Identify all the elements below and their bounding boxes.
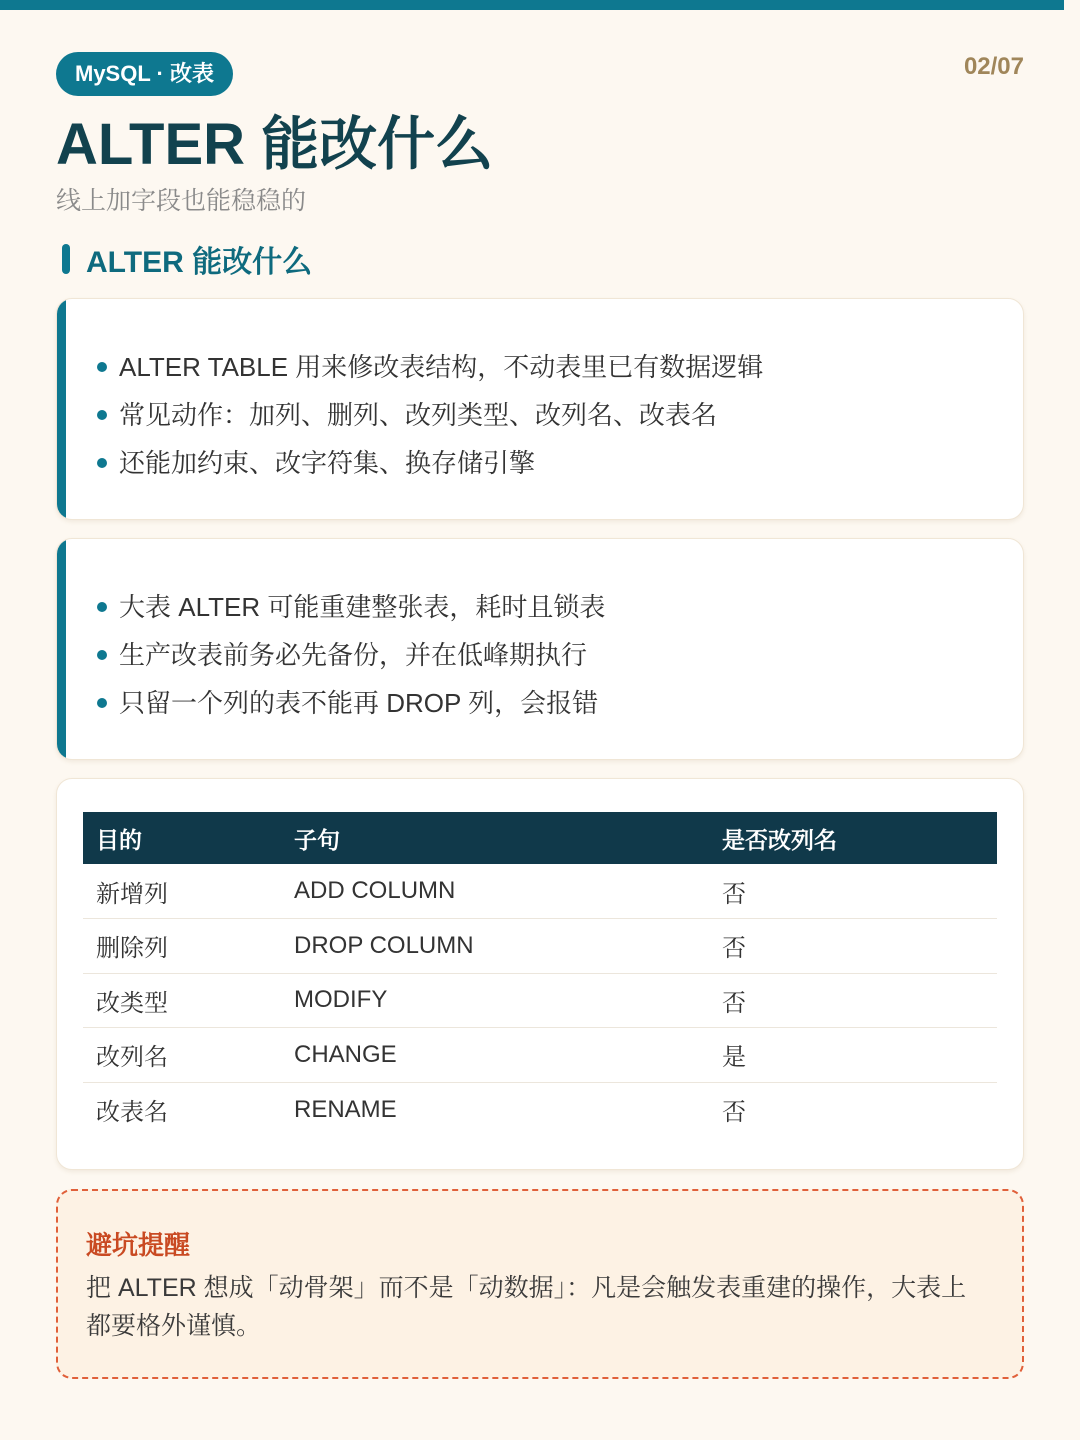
table-cell: 否	[722, 1099, 746, 1126]
bullet-text: 只留一个列的表不能再 DROP 列，会报错	[119, 688, 599, 718]
table-cell: 删除列	[83, 919, 281, 974]
bullet-item	[97, 583, 1023, 631]
table-cell: 新增列	[83, 864, 281, 919]
bullet-dot-icon	[97, 698, 107, 708]
bullet-dot-icon	[97, 410, 107, 420]
section-heading	[62, 240, 312, 278]
bullet-dot-icon	[97, 602, 107, 612]
bullet-list	[57, 539, 1023, 727]
info-card-cautions	[56, 538, 1024, 760]
bullet-text: 还能加约束、改字符集、换存储引擎	[119, 448, 536, 478]
bullet-item	[97, 343, 1023, 391]
table-cell: 否	[709, 973, 997, 1028]
bullet-text: 常见动作：加列、删列、改列类型、改列名、改表名	[119, 400, 718, 430]
table-row	[83, 919, 997, 974]
table-cell: CHANGE	[281, 1028, 709, 1083]
info-card-basics	[56, 298, 1024, 520]
column-header-renames: 是否改列名	[722, 826, 837, 853]
bullet-item	[97, 439, 1023, 487]
table-cell: DROP COLUMN	[281, 919, 709, 974]
section-marker	[62, 244, 70, 274]
top-accent-bar	[0, 0, 1064, 10]
bullet-text: ALTER TABLE 用来修改表结构，不动表里已有数据逻辑	[119, 352, 764, 382]
table-header-row	[83, 812, 997, 864]
table-cell: RENAME	[294, 1095, 397, 1123]
bullet-list	[57, 299, 1023, 487]
section-heading-text: ALTER 能改什么	[86, 246, 313, 279]
table-row	[83, 973, 997, 1028]
bullet-dot-icon	[97, 650, 107, 660]
page-subtitle: 线上加字段也能稳稳的	[56, 187, 307, 215]
bullet-dot-icon	[97, 362, 107, 372]
pitfall-tip-box	[56, 1189, 1024, 1379]
table-row	[83, 864, 997, 919]
tip-title: 避坑提醒	[86, 1230, 191, 1260]
bullet-text: 生产改表前务必先备份，并在低峰期执行	[119, 640, 588, 670]
column-header-clause: 子句	[294, 826, 340, 853]
table-cell: 改表名	[96, 1099, 168, 1126]
bullet-item	[97, 679, 1023, 727]
table-cell: 是	[709, 1028, 997, 1083]
bullet-item	[97, 391, 1023, 439]
table-row	[83, 1028, 997, 1083]
bullet-text: 大表 ALTER 可能重建整张表，耗时且锁表	[119, 592, 606, 622]
table-row	[83, 1082, 997, 1137]
column-header-purpose: 目的	[96, 826, 142, 853]
page-number: 02/07	[963, 53, 1024, 80]
page-title: ALTER 能改什么	[56, 112, 494, 177]
table-cell: 否	[709, 919, 997, 974]
table-cell: 改类型	[83, 973, 281, 1028]
clause-table-card	[56, 778, 1024, 1170]
bullet-item	[97, 631, 1023, 679]
bullet-dot-icon	[97, 458, 107, 468]
topic-tag: MySQL · 改表	[56, 52, 233, 96]
tip-body: 把 ALTER 想成「动骨架」而不是「动数据」：凡是会触发表重建的操作，大表上都要格外谨慎。	[86, 1274, 967, 1340]
alter-clause-table	[83, 812, 997, 1137]
table-cell: MODIFY	[281, 973, 709, 1028]
table-cell: ADD COLUMN	[281, 864, 709, 919]
table-cell: 改列名	[83, 1028, 281, 1083]
table-cell: 否	[709, 864, 997, 919]
